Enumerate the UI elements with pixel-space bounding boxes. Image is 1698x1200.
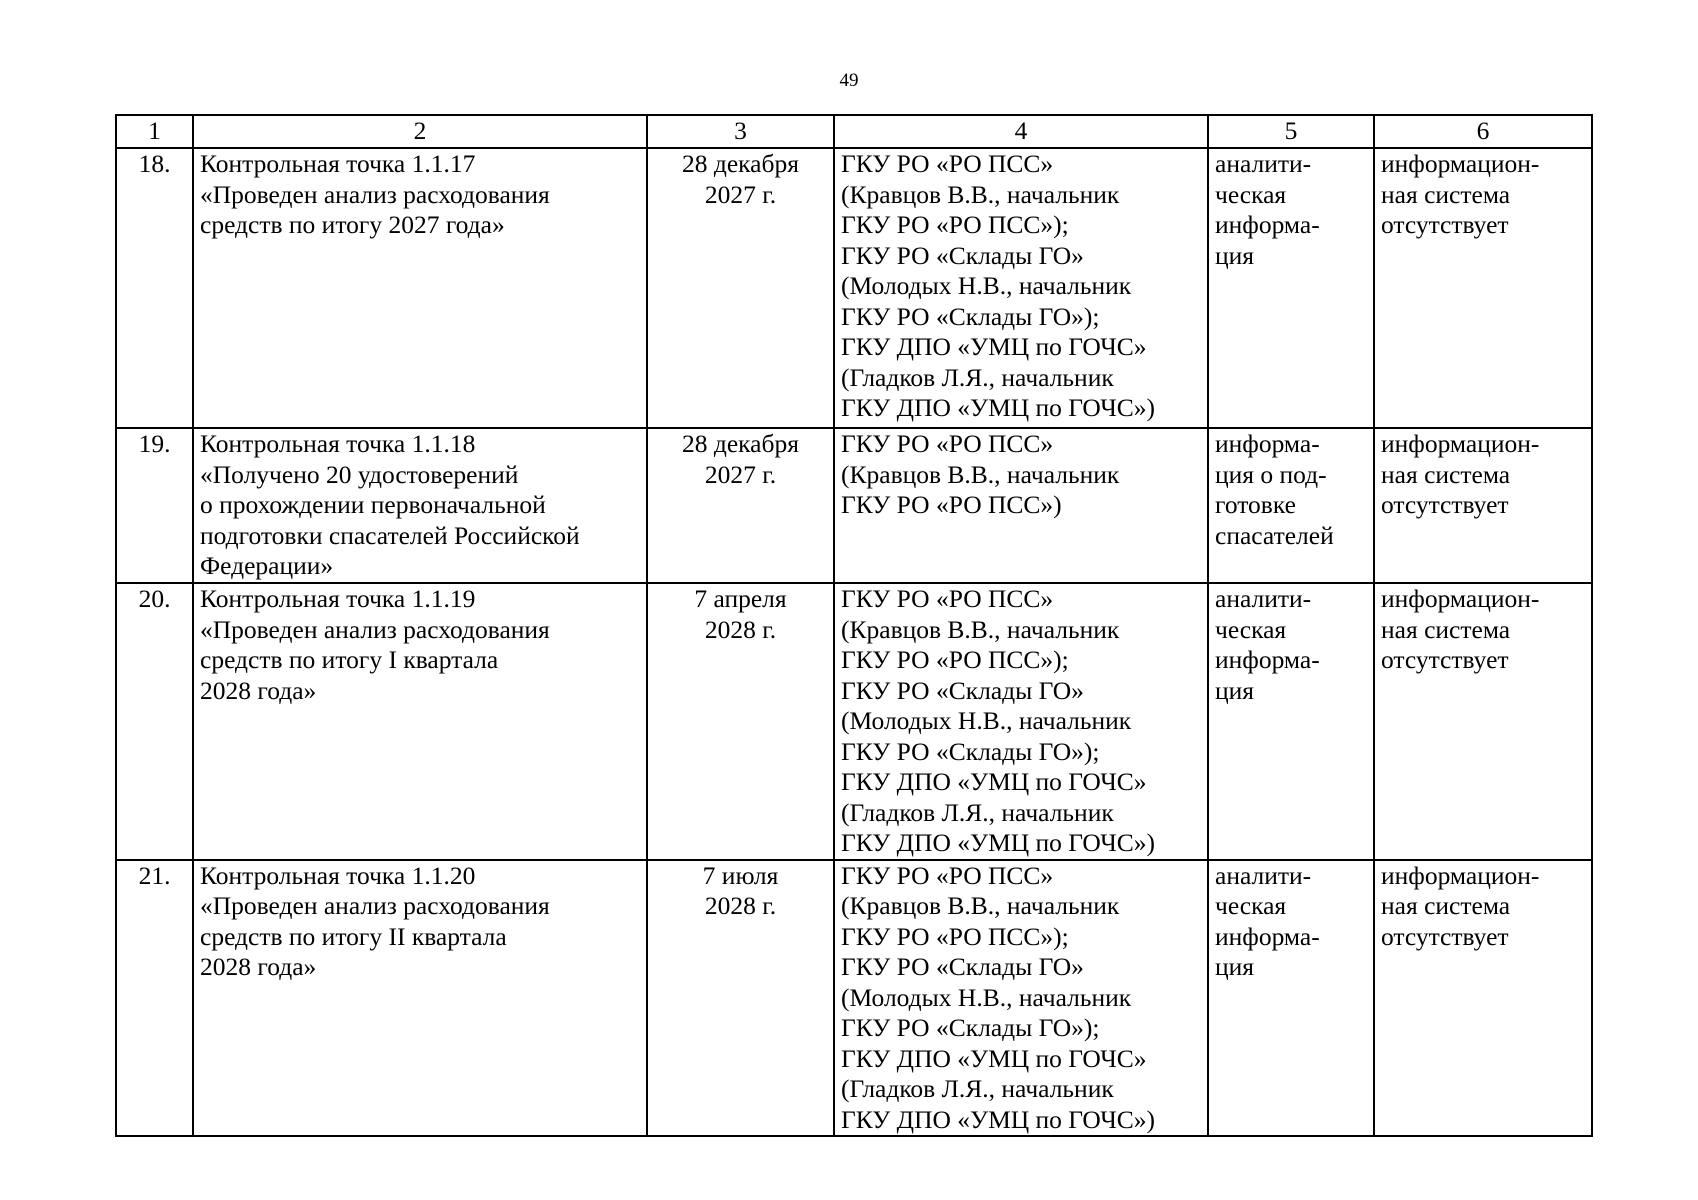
control-point-name: Контрольная точка 1.1.18 «Получено 20 удостоверений о прохождении первоначальной подготовки спасателей Российской Федерации»: [193, 428, 647, 583]
deadline-date: 7 апреля 2028 г.: [647, 583, 834, 860]
control-point-name: Контрольная точка 1.1.20 «Проведен анализ расходования средств по итогу II квартала 2028 года»: [193, 860, 647, 1137]
control-point-name: Контрольная точка 1.1.19 «Проведен анализ расходования средств по итогу I квартала 2028 года»: [193, 583, 647, 860]
confirming-document: аналити- ческая информа- ция: [1208, 860, 1374, 1137]
information-system: информацион- ная система отсутствует: [1374, 428, 1592, 583]
confirming-document: аналити- ческая информа- ция: [1208, 148, 1374, 428]
table-row: [116, 583, 1592, 860]
deadline-date: 28 декабря 2027 г.: [647, 428, 834, 583]
table-header-row: [116, 115, 1592, 148]
information-system: информацион- ная система отсутствует: [1374, 148, 1592, 428]
responsible-executor: ГКУ РО «РО ПСС» (Кравцов В.В., начальник ГКУ РО «РО ПСС»): [834, 428, 1208, 583]
table-row: [116, 860, 1592, 1137]
confirming-document: информа- ция о под- готовке спасателей: [1208, 428, 1374, 583]
row-number: 19.: [116, 428, 193, 583]
row-number: 21.: [116, 860, 193, 1137]
information-system: информацион- ная система отсутствует: [1374, 583, 1592, 860]
deadline-date: 7 июля 2028 г.: [647, 860, 834, 1137]
responsible-executor: ГКУ РО «РО ПСС» (Кравцов В.В., начальник ГКУ РО «РО ПСС»); ГКУ РО «Склады ГО» (Молодых Н.В., начальник ГКУ РО «Склады ГО»); ГКУ ДПО «УМЦ по ГОЧС» (Гладков Л.Я., начальник ГКУ ДПО «УМЦ по ГОЧС»): [834, 860, 1208, 1137]
responsible-executor: ГКУ РО «РО ПСС» (Кравцов В.В., начальник ГКУ РО «РО ПСС»); ГКУ РО «Склады ГО» (Молодых Н.В., начальник ГКУ РО «Склады ГО»); ГКУ ДПО «УМЦ по ГОЧС» (Гладков Л.Я., начальник ГКУ ДПО «УМЦ по ГОЧС»): [834, 583, 1208, 860]
row-number: 18.: [116, 148, 193, 428]
page-number: 49: [839, 70, 859, 91]
responsible-executor: ГКУ РО «РО ПСС» (Кравцов В.В., начальник ГКУ РО «РО ПСС»); ГКУ РО «Склады ГО» (Молодых Н.В., начальник ГКУ РО «Склады ГО»); ГКУ ДПО «УМЦ по ГОЧС» (Гладков Л.Я., начальник ГКУ ДПО «УМЦ по ГОЧС»): [834, 148, 1208, 428]
column-header: 1: [116, 115, 193, 148]
deadline-date: 28 декабря 2027 г.: [647, 148, 834, 428]
table-row: [116, 148, 1592, 428]
confirming-document: аналити- ческая информа- ция: [1208, 583, 1374, 860]
table-row: [116, 428, 1592, 583]
column-header: 5: [1208, 115, 1374, 148]
column-header: 2: [193, 115, 647, 148]
information-system: информацион- ная система отсутствует: [1374, 860, 1592, 1137]
column-header: 3: [647, 115, 834, 148]
row-number: 20.: [116, 583, 193, 860]
control-point-name: Контрольная точка 1.1.17 «Проведен анализ расходования средств по итогу 2027 года»: [193, 148, 647, 428]
control-points-table: [115, 114, 1593, 1137]
column-header: 4: [834, 115, 1208, 148]
column-header: 6: [1374, 115, 1592, 148]
